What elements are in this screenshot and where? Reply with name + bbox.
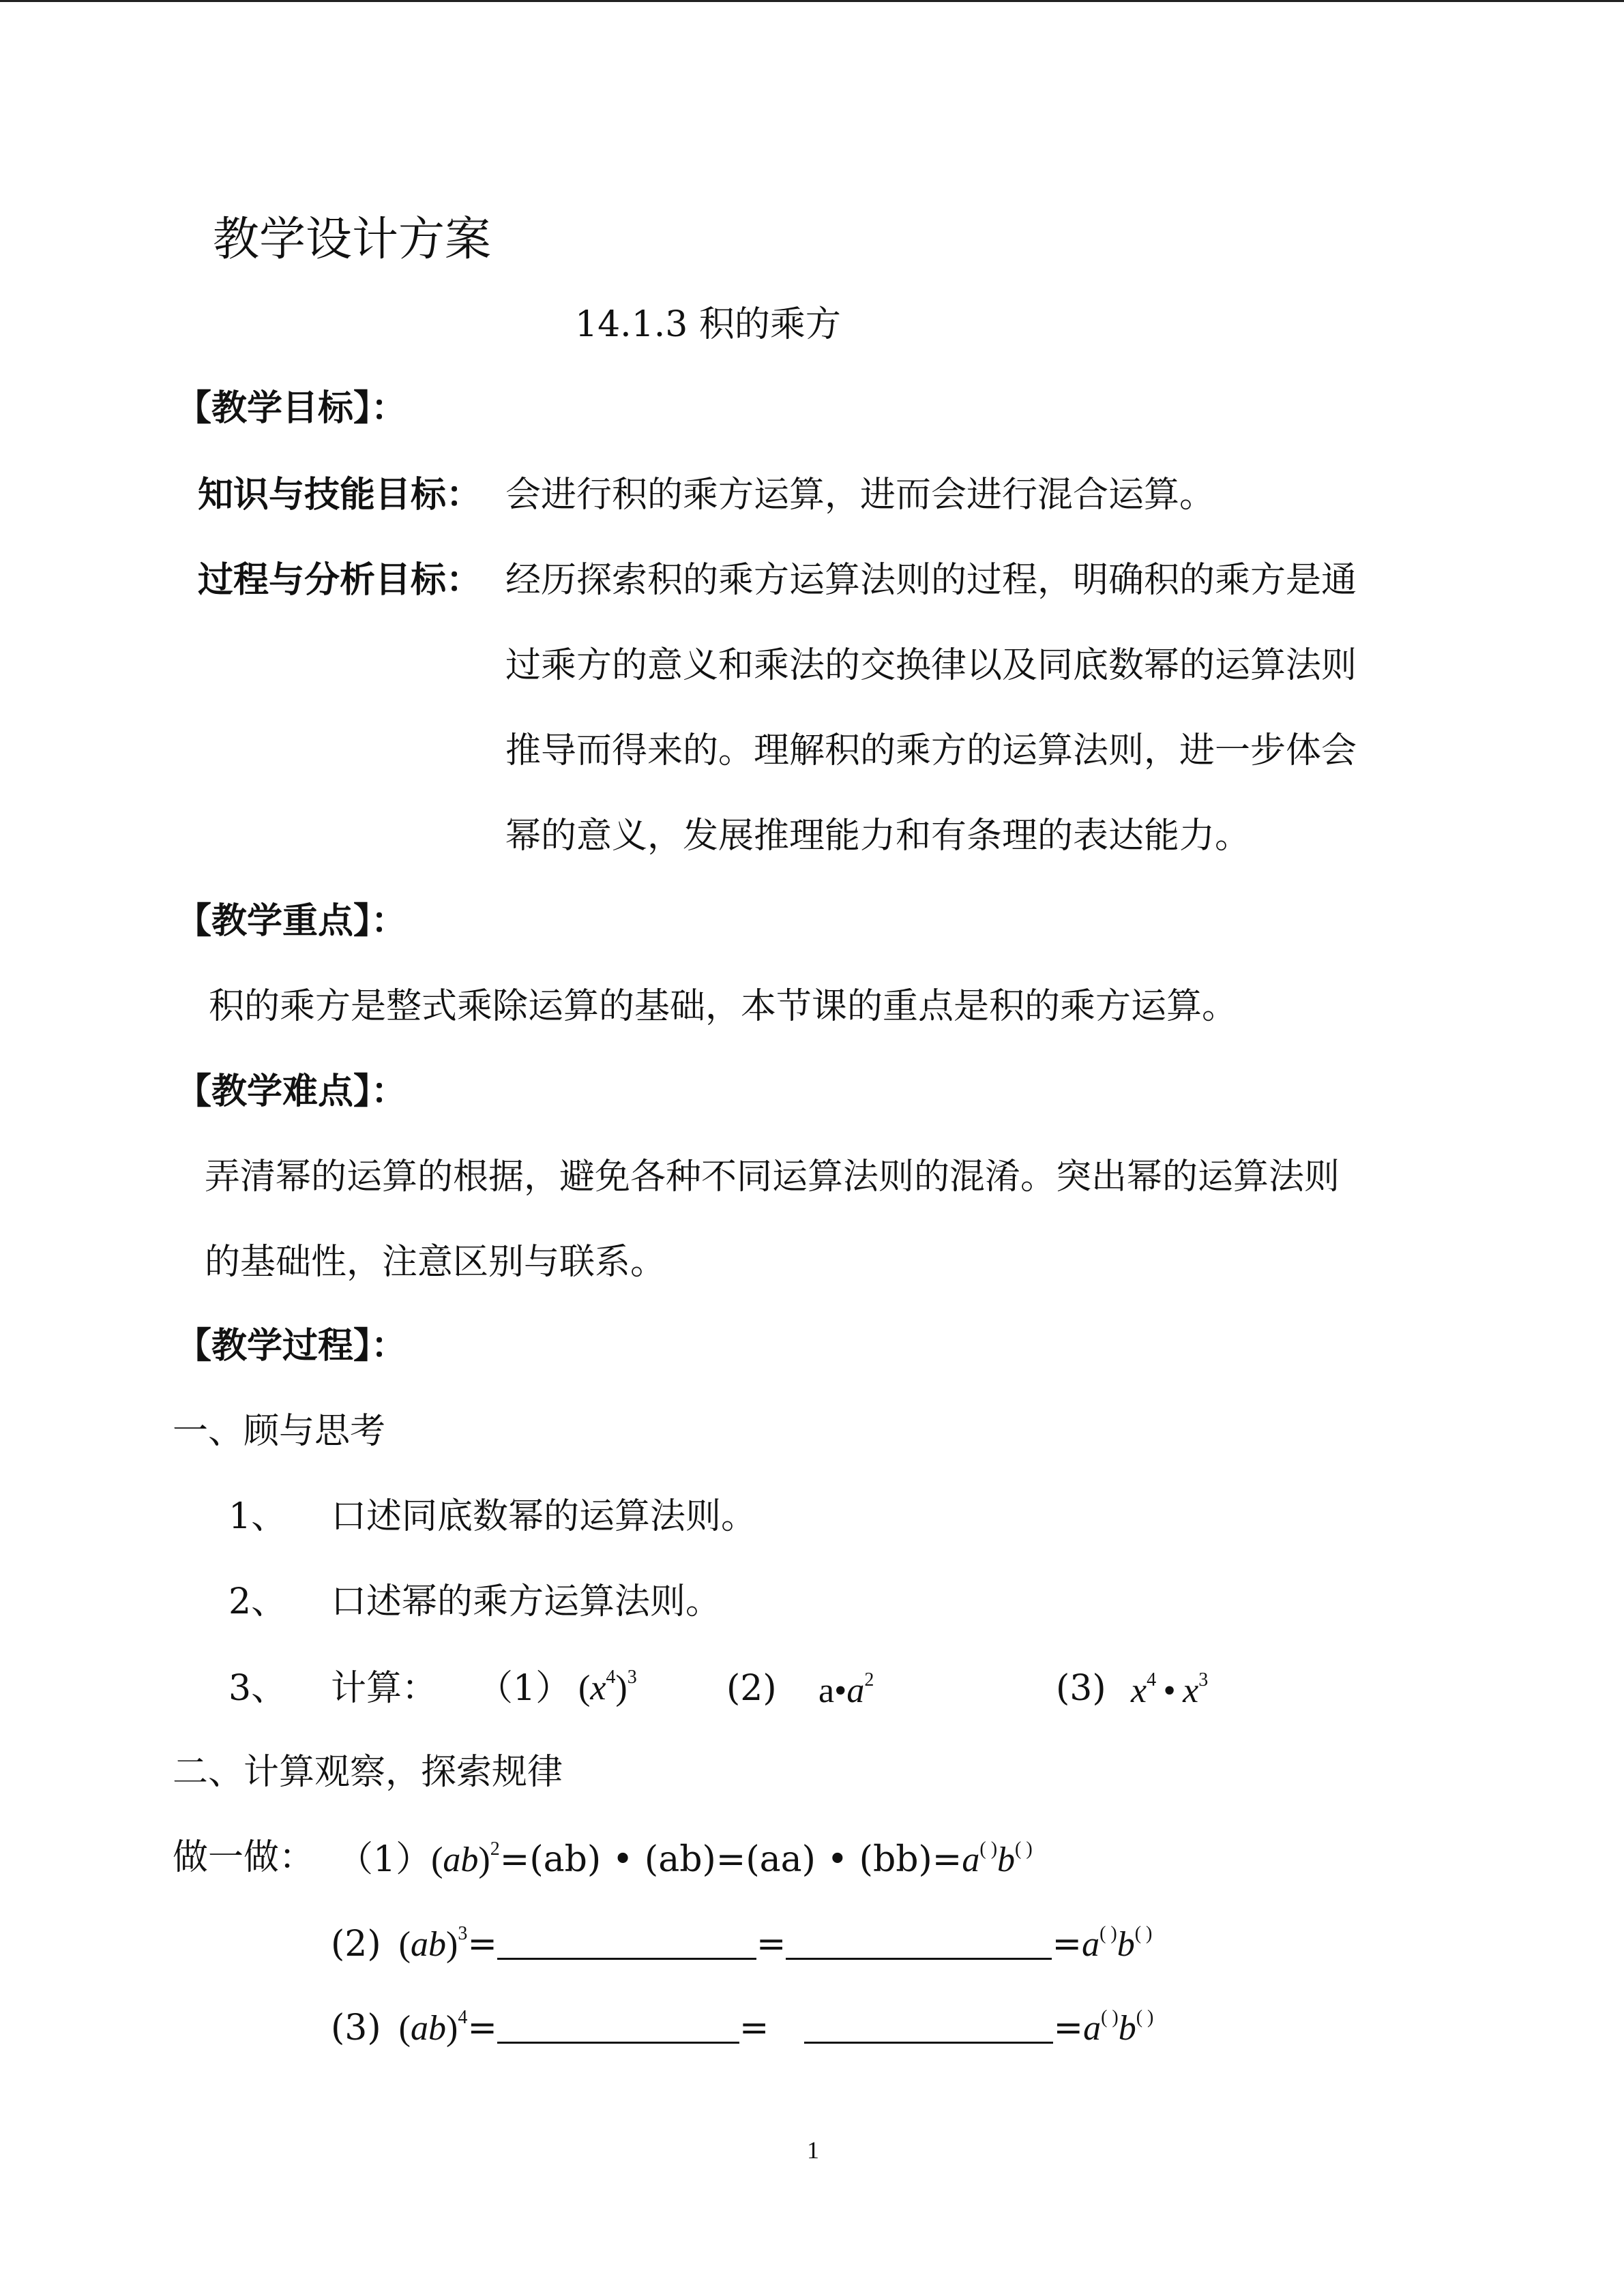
- exercise-3: (3) (ab)$^4$= = =a( )b( ): [331, 2007, 1154, 2048]
- process-goal-line: 推导而得来的。理解积的乘方的运算法则，进一步体会: [505, 730, 1357, 771]
- difficulty-line: 的基础性，注意区别与联系。: [205, 1242, 666, 1283]
- knowledge-label: 知识与技能目标：: [198, 474, 482, 516]
- exercise-2: (2) (ab)$^3$= = =a( )b( ): [331, 1923, 1153, 1965]
- answer-blank[interactable]: [497, 1958, 756, 1960]
- calc-label-3: (3): [1056, 1668, 1106, 1709]
- review-item-text: 口述幂的乘方运算法则。: [331, 1581, 722, 1622]
- process-heading: 【教学过程】：: [176, 1325, 407, 1367]
- review-item-text: 口述同底数幂的运算法则。: [331, 1496, 757, 1537]
- process-goal-line: 过乘方的意义和乘法的交换律以及同底数幂的运算法则: [505, 645, 1357, 686]
- review-item-number: 2、: [228, 1581, 287, 1622]
- key-point-heading: 【教学重点】：: [176, 900, 407, 942]
- process-goal-line: 幂的意义，发展推理能力和有条理的表达能力。: [505, 816, 1251, 856]
- calc-label-1: （1）: [477, 1668, 572, 1709]
- calc-label-2: (2): [726, 1668, 777, 1709]
- review-item-number: 3、: [228, 1668, 287, 1709]
- section-review-title: 一、顾与思考: [173, 1411, 386, 1452]
- try-label: 做一做：: [173, 1837, 315, 1878]
- calc-expression-3: $x^4$ • $x^3$: [1131, 1669, 1209, 1710]
- answer-blank[interactable]: [786, 1958, 1052, 1960]
- answer-blank[interactable]: [497, 2042, 739, 2044]
- review-item-text: 计算：: [331, 1668, 438, 1709]
- exercise-1: （1）(ab)$^2$=(ab) • (ab)=(aa) • (bb)=a( )b( ): [338, 1838, 1033, 1880]
- process-goal-line: 经历探索积的乘方运算法则的过程，明确积的乘方是通: [505, 560, 1357, 601]
- answer-blank[interactable]: [804, 2042, 1053, 2044]
- page-number: 1: [807, 2136, 819, 2164]
- page-title: 教学设计方案: [213, 213, 492, 267]
- lesson-subtitle: 14.1.3 积的乘方: [575, 304, 841, 345]
- key-point-text: 积的乘方是整式乘除运算的基础，本节课的重点是积的乘方运算。: [209, 986, 1238, 1027]
- objectives-heading: 【教学目标】：: [176, 387, 407, 429]
- top-border: [0, 0, 1624, 2]
- difficulty-heading: 【教学难点】：: [176, 1071, 407, 1112]
- difficulty-line: 弄清幂的运算的根据，避免各种不同运算法则的混淆。突出幂的运算法则: [205, 1157, 1340, 1197]
- section-explore-title: 二、计算观察，探索规律: [173, 1752, 563, 1793]
- review-item-number: 1、: [228, 1496, 287, 1537]
- calc-expression-2: $a•a^2$: [818, 1669, 874, 1710]
- knowledge-text: 会进行积的乘方运算，进而会进行混合运算。: [505, 475, 1215, 516]
- process-goal-label: 过程与分析目标：: [198, 559, 482, 601]
- calc-expression-1: $(x^4)^3$: [578, 1667, 637, 1708]
